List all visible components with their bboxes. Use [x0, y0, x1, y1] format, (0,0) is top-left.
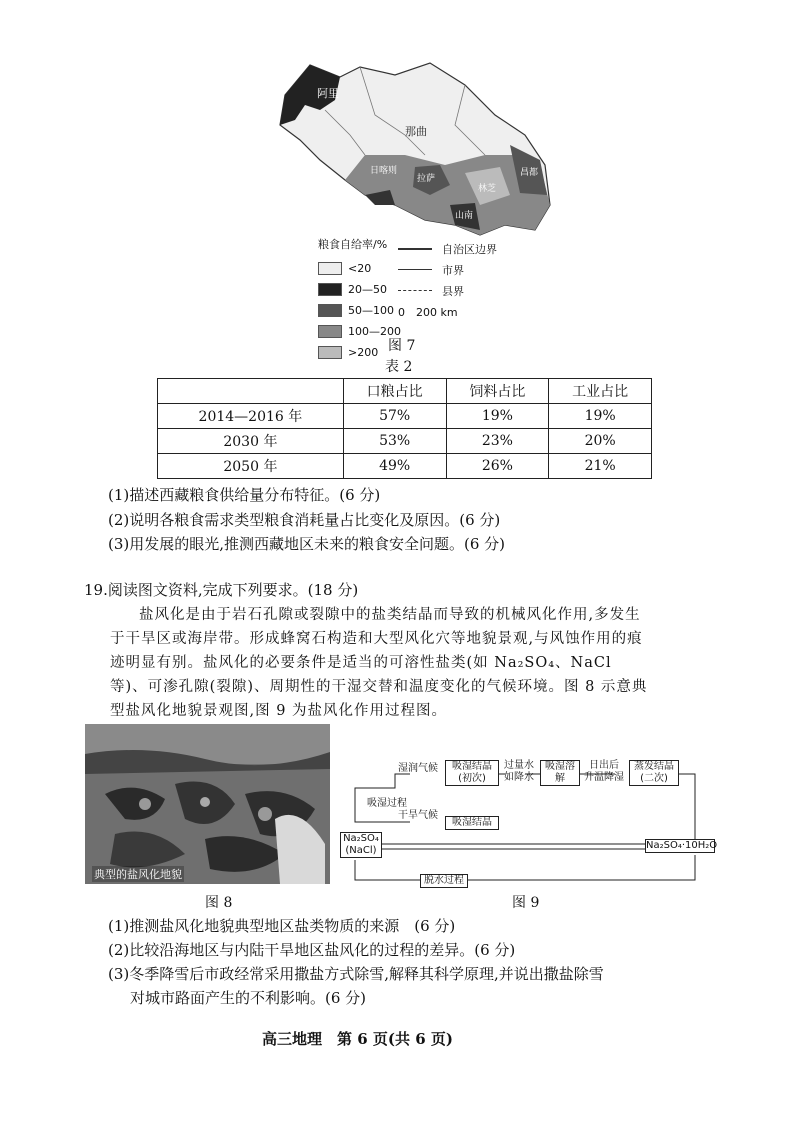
legend-label: 20—50 [348, 283, 387, 296]
table-row [158, 429, 652, 454]
flow-box-crystal-1: 吸湿结晶 (初次) [445, 760, 499, 786]
table-header-row [158, 379, 652, 404]
legend-swatch [318, 346, 342, 359]
map-label-naqu: 那曲 [405, 125, 427, 138]
legend-swatch [318, 262, 342, 275]
question-19-2: (2)比较沿海地区与内陆干旱地区盐风化的过程的差异。(6 分) [108, 941, 516, 959]
legend-swatch [318, 283, 342, 296]
map-label-changdu: 昌都 [520, 168, 539, 178]
legend-swatch [318, 304, 342, 317]
map-label-linzhi: 林芝 [478, 184, 497, 194]
table-cell: 19% [446, 404, 549, 429]
sunrise-label: 日出后 升温降湿 [584, 760, 624, 783]
boundary-row [398, 238, 497, 259]
flow-box-end: Na₂SO₄·10H₂O [646, 840, 718, 851]
table-cell: 20% [549, 429, 652, 454]
page-footer: 高三地理 第 6 页(共 6 页) [262, 1030, 453, 1048]
table-header-cell: 工业占比 [549, 379, 652, 404]
boundary-label: 县界 [442, 284, 464, 298]
legend-row [318, 258, 401, 279]
dry-air-label: 干旱气候 [398, 810, 438, 821]
legend-row [318, 279, 401, 300]
boundary-legend [398, 238, 497, 322]
flow-box-dissolve: 吸湿溶 解 [540, 760, 580, 786]
table-2-title: 表 2 [385, 359, 413, 375]
legend-label: >200 [348, 346, 379, 359]
question-19-paragraph [110, 603, 650, 723]
figure-8-caption: 图 8 [205, 895, 233, 911]
flow-box-crystal-dry: 吸湿结晶 [445, 816, 499, 830]
tibet-food-map [265, 55, 555, 245]
table-row [158, 454, 652, 479]
table-cell: 26% [446, 454, 549, 479]
legend-label: <20 [348, 262, 372, 275]
table-row [158, 404, 652, 429]
boundary-label: 市界 [442, 263, 464, 277]
table-cell: 2050 年 [158, 454, 344, 479]
paragraph-text: 盐风化是由于岩石孔隙或裂隙中的盐类结晶而导致的机械风化作用,多发生于干旱区或海岸带。形成蜂窝石构造和大型风化穴等地貌景观,与风蚀作用的痕迹明显有别。盐风化的必要条件是适当的可溶性盐类(如 Na₂SO₄、NaCl 等)、可渗孔隙(裂隙)、周期性的干湿交替和温度变化的气候环境。图 8 示意典型盐风化地貌景观图,图 9 为盐风化作用过程图。 [110, 607, 648, 719]
table-cell: 21% [549, 454, 652, 479]
question-19-1: (1)推测盐风化地貌典型地区盐类物质的来源 (6 分) [108, 917, 456, 935]
question-18-3: (3)用发展的眼光,推测西藏地区未来的粮食安全问题。(6 分) [108, 535, 506, 553]
legend-row [318, 300, 401, 321]
scale-label: 0 200 km [398, 305, 458, 319]
excess-water-label: 过量水 如降水 [504, 760, 534, 783]
wet-process-label: 吸湿过程 [367, 798, 407, 809]
table-header-cell: 饲料占比 [446, 379, 549, 404]
map-label-ali: 阿里 [317, 87, 339, 100]
legend-label: 100—200 [348, 325, 401, 338]
scale-bar [398, 301, 497, 322]
table-cell: 53% [343, 429, 446, 454]
boundary-label: 自治区边界 [442, 242, 497, 256]
legend-swatch [318, 325, 342, 338]
question-18-2: (2)说明各粮食需求类型粮食消耗量占比变化及原因。(6 分) [108, 511, 501, 529]
flow-box-dehydrate: 脱水过程 [420, 874, 468, 888]
flow-box-start: Na₂SO₄ (NaCl) [340, 832, 382, 858]
humid-air-label: 湿润气候 [398, 763, 438, 774]
legend-label: 50—100 [348, 304, 394, 317]
map-label-lasa: 拉萨 [417, 174, 436, 184]
figure-7-caption: 图 7 [388, 338, 416, 354]
boundary-row [398, 280, 497, 301]
flow-box-evaporate: 蒸发结晶 (二次) [629, 760, 679, 786]
table-cell: 57% [343, 404, 446, 429]
map-label-shannan: 山南 [455, 211, 474, 221]
table-header-cell [158, 379, 344, 404]
table-cell: 2014—2016 年 [158, 404, 344, 429]
table-cell: 49% [343, 454, 446, 479]
legend-title: 粮食自给率/% [318, 238, 388, 251]
table-2 [157, 378, 652, 479]
question-19-3: (3)冬季降雪后市政经常采用撒盐方式除雪,解释其科学原理,并说出撒盐除雪 [108, 965, 604, 983]
boundary-row [398, 259, 497, 280]
figure-9-caption: 图 9 [512, 895, 540, 911]
salt-weathering-flowchart [335, 760, 720, 890]
table-header-cell: 口粮占比 [343, 379, 446, 404]
photo-caption: 典型的盐风化地貌 [94, 868, 182, 881]
table-cell: 23% [446, 429, 549, 454]
question-19-header: 19.阅读图文资料,完成下列要求。(18 分) [84, 581, 359, 599]
salt-weathering-photo [85, 724, 330, 884]
map-label-rikaze: 日喀则 [370, 166, 398, 176]
question-18-1: (1)描述西藏粮食供给量分布特征。(6 分) [108, 486, 381, 504]
question-19-3-cont: 对城市路面产生的不利影响。(6 分) [130, 989, 367, 1007]
table-cell: 2030 年 [158, 429, 344, 454]
table-cell: 19% [549, 404, 652, 429]
